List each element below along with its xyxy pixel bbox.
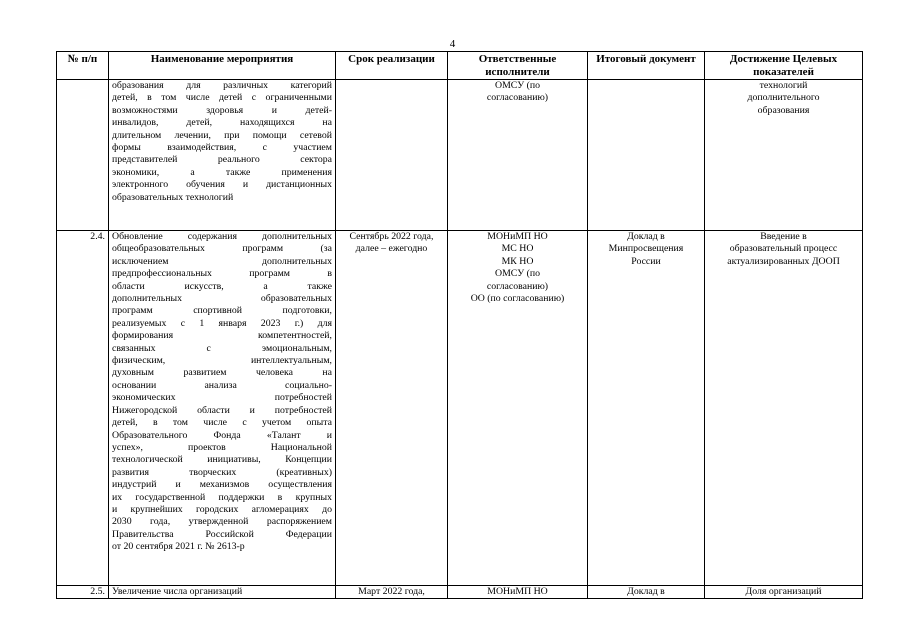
cell-line: образования [757,104,810,116]
cell-line: области искусств, а также [112,280,332,292]
cell-name [109,586,336,599]
cell-line: формирования компетентностей, [112,330,332,342]
cell-document [588,231,705,586]
cell-line: образовательный процесс [729,243,838,255]
cell-line: Увеличение числа организаций [112,586,243,597]
cell-line: от 20 сентября 2021 г. № 2613-р [112,541,245,553]
cell-line: Март 2022 года, [358,586,425,597]
cell-line: общеобразовательных программ (за [112,243,332,255]
header-name: Наименование мероприятия [109,52,336,80]
cell-line: развития творческих (креативных) [112,466,332,478]
header-responsible: Ответственные исполнители [448,52,588,80]
table-body [57,80,863,599]
page-number: 4 [449,38,456,50]
cell-line: Доля организаций [745,586,822,597]
cell-line: технологической инициативы, Концепции [112,454,332,466]
cell-num [57,80,109,231]
cell-line: и крупнейших городских агломерациях до [112,503,332,515]
cell-line: инвалидов, детей, находящихся на [112,117,332,129]
activities-table [56,51,863,599]
cell-line: ОО (по согласованию) [470,293,565,305]
cell-document [588,80,705,231]
cell-line: длительном лечении, при помощи сетевой [112,129,332,141]
cell-line: ОМСУ (по [495,80,540,91]
cell-line: реализуемых с 1 января 2023 г.) для [112,317,332,329]
cell-line: далее – ежегодно [355,243,428,255]
header-num: № п/п [57,52,109,80]
cell-line: предпрофессиональных программ в [112,268,332,280]
cell-line: Образовательного Фонда «Талант и [112,429,332,441]
cell-line: 2030 года, утвержденной распоряжением [112,516,332,528]
cell-target [705,231,863,586]
cell-responsible [448,80,588,231]
cell-line: представителей реального сектора [112,154,332,166]
cell-responsible [448,231,588,586]
cell-line: актуализированных ДООП [727,255,840,267]
cell-line: Доклад в [627,586,665,597]
table-row [57,80,863,231]
cell-term [336,231,448,586]
cell-line: МК НО [501,255,534,267]
cell-term [336,586,448,599]
cell-line: Обновление содержания дополнительных [112,231,332,242]
cell-line: физическим, интеллектуальным, [112,355,332,367]
cell-num: 2.5. [57,586,109,599]
cell-name [109,80,336,231]
cell-line: образования для различных категорий [112,80,332,91]
cell-line: формы взаимодействия, с участием [112,142,332,154]
cell-line: экономики, а также применения [112,166,332,178]
table-row [57,586,863,599]
cell-line: Минпросвещения [608,243,684,255]
cell-line: МС НО [501,243,534,255]
cell-line: дополнительных образовательных [112,293,332,305]
cell-line: МОНиМП НО [487,231,548,242]
cell-line: ОМСУ (по [495,268,540,280]
cell-target [705,80,863,231]
cell-document [588,586,705,599]
cell-line: Доклад в [627,231,665,242]
cell-line: программ спортивной подготовки, [112,305,332,317]
cell-target [705,586,863,599]
cell-name [109,231,336,586]
cell-line: технологий [759,80,808,91]
cell-line: образовательных технологий [112,191,234,203]
cell-line: духовным развитием человека на [112,367,332,379]
cell-line: дополнительного [747,92,820,104]
cell-line: Введение в [760,231,807,242]
cell-line: согласованию) [486,92,549,104]
cell-responsible [448,586,588,599]
cell-line: МОНиМП НО [487,586,548,597]
cell-num: 2.4. [57,231,109,586]
header-target: Достижение Целевых показателей [705,52,863,80]
cell-line: основании анализа социально- [112,379,332,391]
table-row [57,231,863,586]
cell-line: Правительства Российской Федерации [112,528,332,540]
cell-line: Нижегородской области и потребностей [112,404,332,416]
cell-line: России [631,255,661,267]
cell-line: индустрий и механизмов осуществления [112,479,332,491]
cell-line: их государственной поддержки в крупных [112,491,332,503]
cell-line: связанных с эмоциональным, [112,342,332,354]
cell-line: исключением дополнительных [112,255,332,267]
cell-line: детей, в том числе с учетом опыта [112,417,332,429]
cell-line: Сентябрь 2022 года, [349,231,434,242]
cell-line: электронного обучения и дистанционных [112,179,332,191]
cell-line: согласованию) [486,280,549,292]
table-header-row [57,52,863,80]
cell-line: детей, в том числе детей с ограниченными [112,92,332,104]
cell-line: возможностями здоровья и детей- [112,104,332,116]
cell-line: экономических потребностей [112,392,332,404]
cell-line: успех», проектов Национальной [112,441,332,453]
header-term: Срок реализации [336,52,448,80]
cell-term [336,80,448,231]
header-document: Итоговый документ [588,52,705,80]
